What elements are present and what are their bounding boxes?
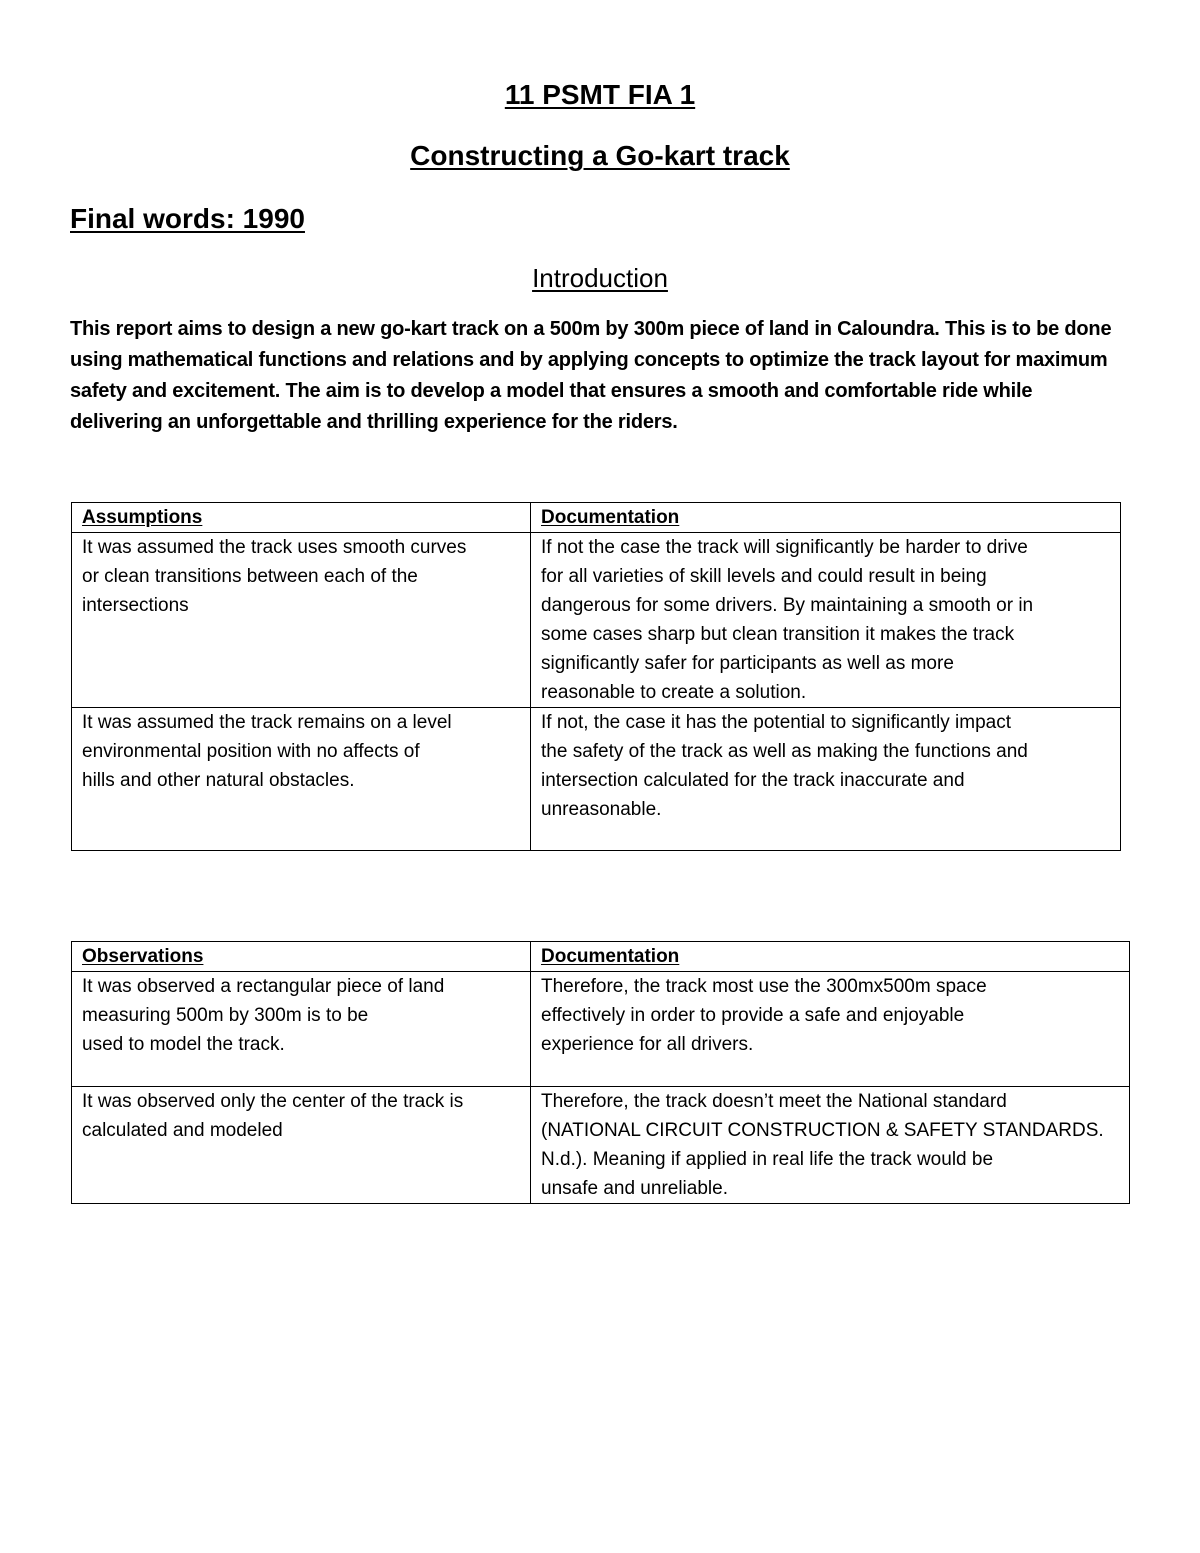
documentation-cell: If not, the case it has the potential to significantly impact the safety of the track as well as making the functions and intersection calculated for the track inaccurate and unreasonable. bbox=[531, 708, 1121, 851]
documentation-cell: Therefore, the track doesn’t meet the National standard (NATIONAL CIRCUIT CONSTRUCTION & SAFETY STANDARDS. N.d.). Meaning if applied in real life the track would be unsafe and unreliable. bbox=[531, 1087, 1130, 1204]
assumption-cell: It was assumed the track remains on a level environmental position with no affects of hills and other natural obstacles. bbox=[72, 708, 531, 851]
introduction-heading: Introduction bbox=[532, 263, 668, 293]
table-header-row bbox=[72, 942, 1130, 972]
table-row bbox=[72, 1087, 1130, 1204]
documentation-cell: If not the case the track will significantly be harder to drive for all varieties of skill levels and could result in being dangerous for some drivers. By maintaining a smooth or in some cases sharp but clean transition it makes the track significantly safer for participants as well as more reasonable to create a solution. bbox=[531, 533, 1121, 708]
observation-cell: It was observed a rectangular piece of land measuring 500m by 300m is to be used to model the track. bbox=[72, 972, 531, 1087]
table-row bbox=[72, 708, 1121, 851]
observation-cell: It was observed only the center of the track is calculated and modeled bbox=[72, 1087, 531, 1204]
table-row bbox=[72, 533, 1121, 708]
documentation-header: Documentation bbox=[531, 942, 1130, 972]
document-subtitle: Constructing a Go-kart track bbox=[410, 140, 790, 171]
documentation-header: Documentation bbox=[531, 503, 1121, 533]
document-title: 11 PSMT FIA 1 bbox=[504, 79, 696, 110]
final-words-count: Final words: 1990 bbox=[70, 203, 305, 234]
table-row bbox=[72, 972, 1130, 1087]
documentation-cell: Therefore, the track most use the 300mx500m space effectively in order to provide a safe and enjoyable experience for all drivers. bbox=[531, 972, 1130, 1087]
observations-table bbox=[71, 941, 1130, 1204]
observations-header: Observations bbox=[72, 942, 531, 972]
assumptions-header: Assumptions bbox=[72, 503, 531, 533]
assumption-cell: It was assumed the track uses smooth curves or clean transitions between each of the intersections bbox=[72, 533, 531, 708]
table-header-row bbox=[72, 503, 1121, 533]
introduction-paragraph: This report aims to design a new go-kart track on a 500m by 300m piece of land in Caloundra. This is to be done using mathematical functions and relations and by applying concepts to optimize the track layout for maximum safety and excitement. The aim is to develop a model that ensures a smooth and comfortable ride while delivering an unforgettable and thrilling experience for the riders. bbox=[70, 318, 1112, 433]
assumptions-table bbox=[71, 502, 1121, 851]
